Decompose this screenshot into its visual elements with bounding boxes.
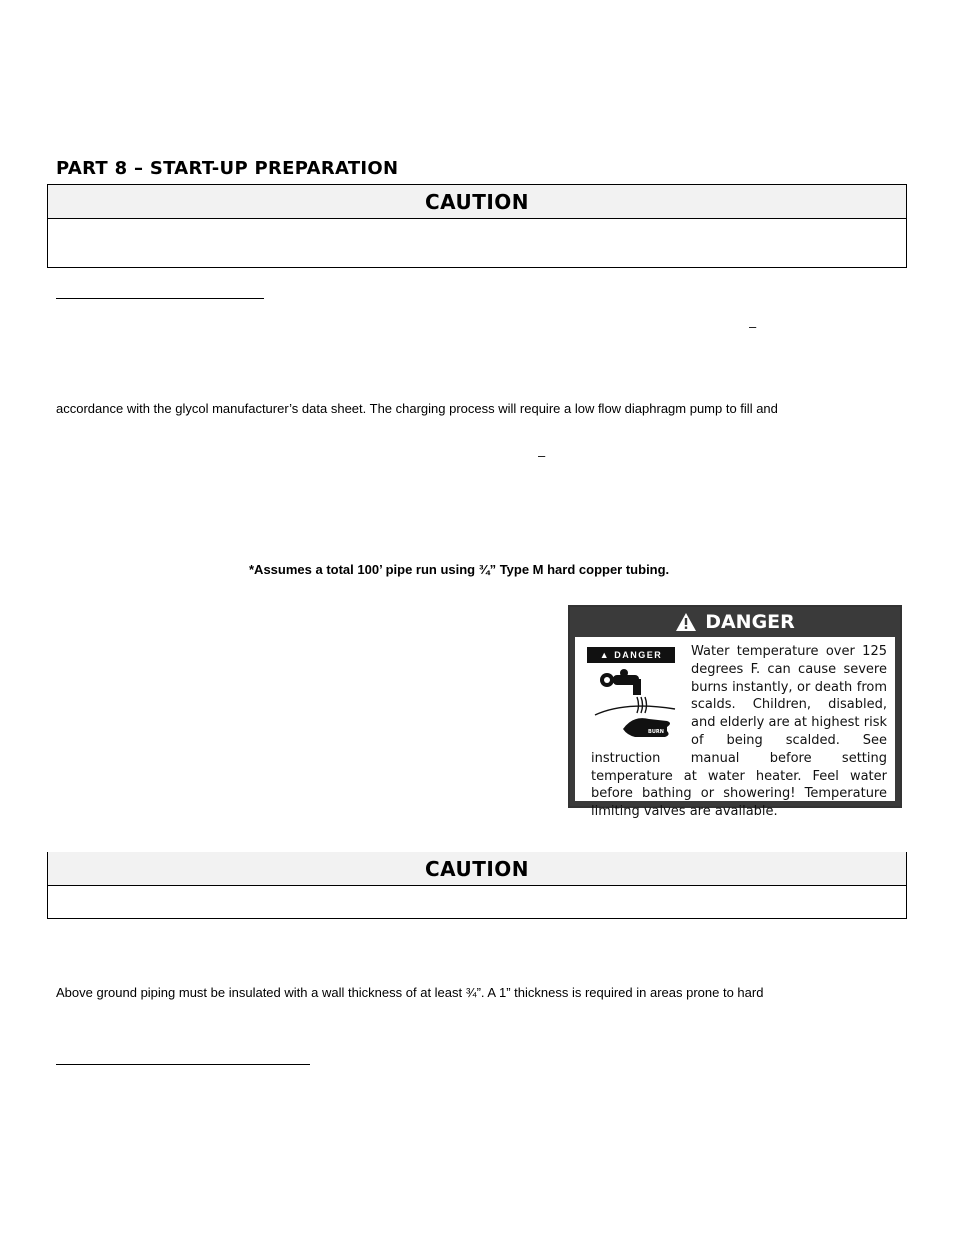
body-paragraph-1: accordance with the glycol manufacturer’s data sheet. The charging process will require a low flow diaphragm pump to fill and [56,401,778,416]
danger-body-text: Water temperature over 125 degrees F. can cause severe burns instantly, or death from scalds. Children, disabled, and elderly are at highest risk of being scalded. See instruction manual before setting temperature at water heater. Feel water before bathing or showering! Temperature limiting valves are available. [591,644,887,820]
caution-box-1 [47,184,907,268]
caution-box-2 [47,852,907,919]
danger-label-body [575,637,895,820]
warning-triangle-icon [675,612,697,632]
burn-icon-text: BURN [648,729,664,735]
body-paragraph-2: Above ground piping must be insulated with a wall thickness of at least ¾”. A 1” thickness is required in areas prone to hard [56,985,764,1000]
danger-label-text [591,643,887,821]
dash-mark-1: – [749,319,757,334]
heading-underline-1 [56,298,264,299]
caution-heading-2: CAUTION [48,852,906,886]
danger-label [568,605,902,820]
caution-heading-1: CAUTION [48,185,906,219]
mini-danger-label: ▲ DANGER [587,647,675,663]
dash-mark-2: – [538,448,546,463]
heading-underline-2 [56,1064,310,1065]
section-title: PART 8 – START-UP PREPARATION [56,158,399,179]
pipe-footnote: *Assumes a total 100’ pipe run using ¾” Type M hard copper tubing. [249,562,670,577]
danger-heading: DANGER [705,611,795,633]
danger-header [570,607,900,637]
